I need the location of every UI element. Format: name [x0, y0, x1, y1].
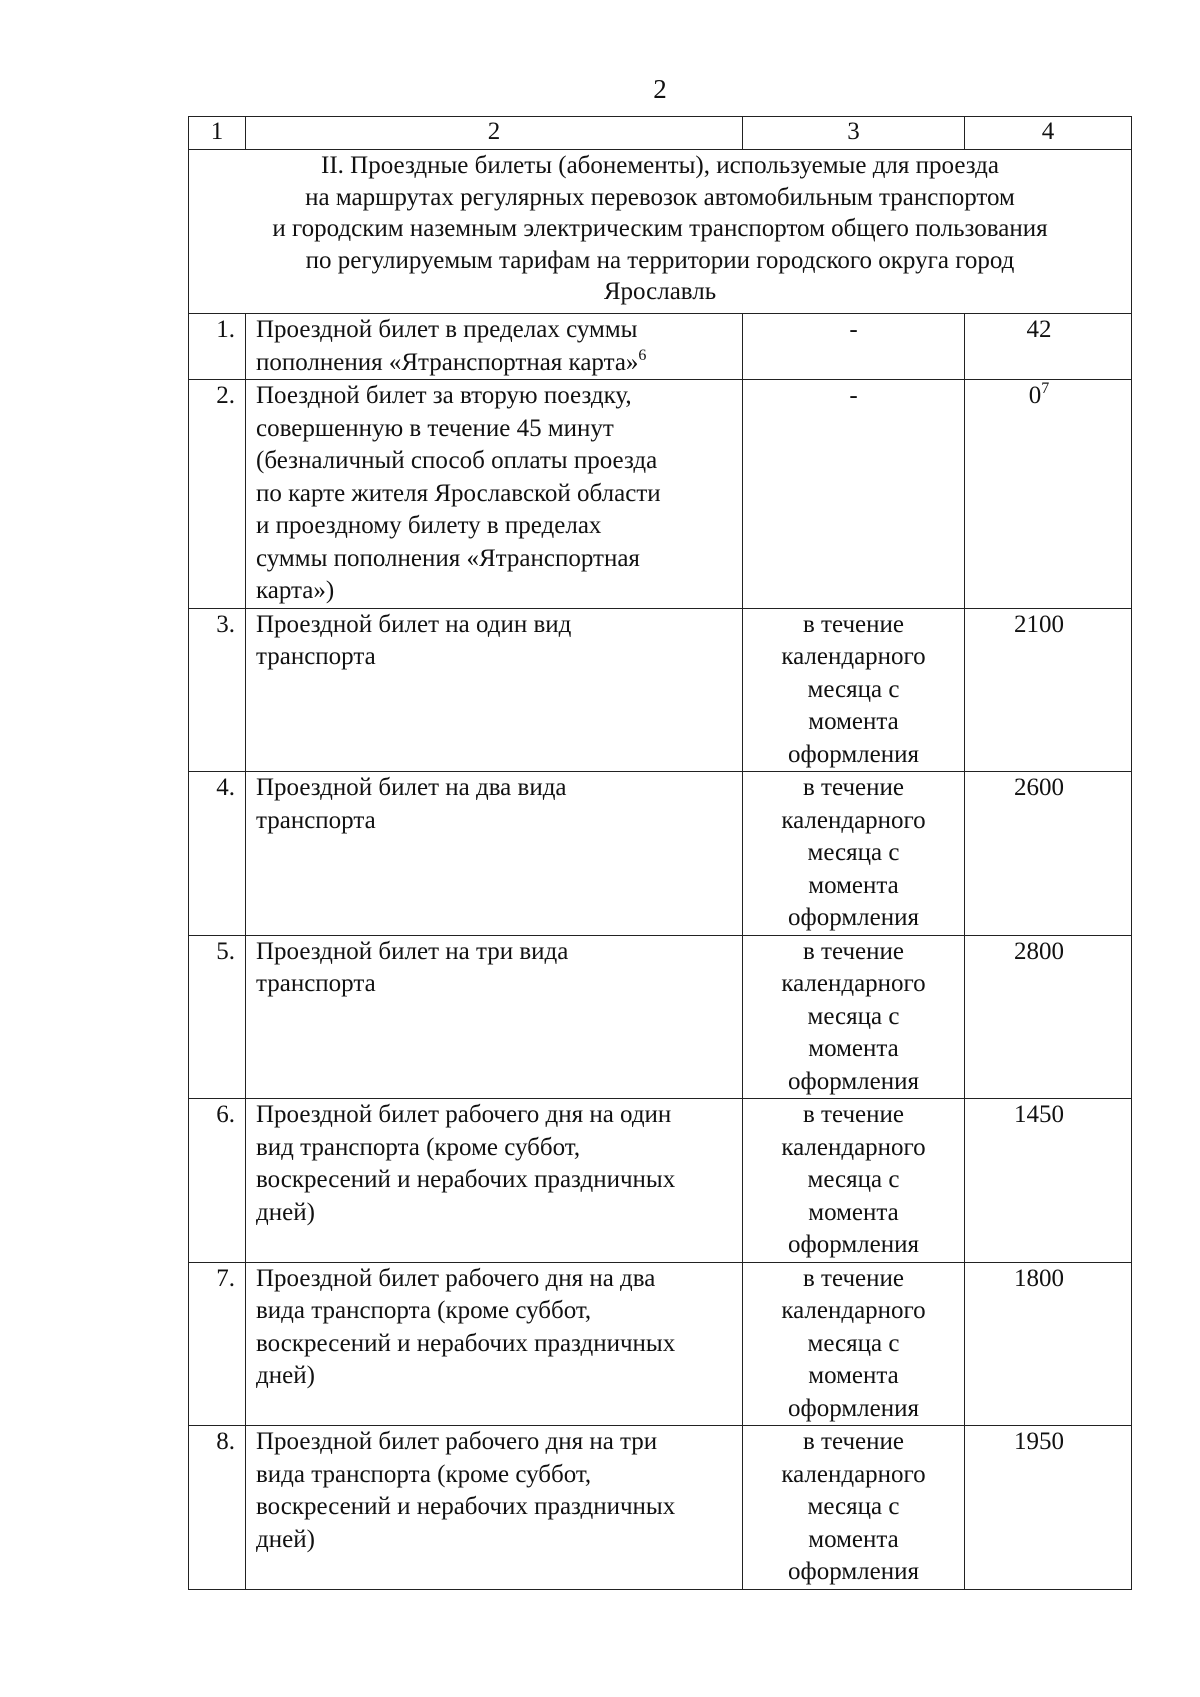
ticket-name-text: транспорта	[256, 643, 376, 670]
validity-period-line: календарного	[781, 1297, 926, 1324]
ticket-name-line	[256, 1328, 736, 1361]
validity-period-line: в течение	[803, 1264, 904, 1292]
validity-period-line: оформления	[788, 904, 919, 931]
tariff-table-body	[189, 117, 1132, 1590]
ticket-name-line	[256, 1132, 736, 1165]
ticket-name-text: Проездной билет на три вида	[256, 937, 569, 965]
validity-period-line: в течение	[803, 937, 904, 965]
ticket-name-line	[256, 413, 736, 446]
price	[965, 380, 1132, 609]
tariff-table	[188, 116, 1132, 1590]
row-number: 7.	[189, 1262, 246, 1426]
ticket-name-line	[256, 575, 736, 608]
section-heading-line: Ярославль	[603, 278, 717, 305]
validity-period-line: момента	[808, 1525, 899, 1553]
row-number: 8.	[189, 1426, 246, 1590]
row-number: 5.	[189, 935, 246, 1099]
price-value: 0	[1028, 382, 1042, 409]
validity-period-line: календарного	[781, 1460, 926, 1488]
ticket-name-line	[256, 1459, 736, 1492]
header-cell-col-3: 3	[743, 117, 965, 150]
validity-period-line: месяца с	[807, 1166, 900, 1193]
price-value: 2800	[1014, 937, 1064, 965]
validity-period-line: календарного	[781, 970, 926, 997]
validity-period-line: месяца с	[807, 675, 900, 703]
validity-period-line: месяца с	[807, 839, 900, 866]
header-cell-col-2: 2	[246, 117, 743, 150]
ticket-name-line	[256, 805, 736, 838]
row-number: 4.	[189, 772, 246, 936]
ticket-name-text: совершенную в течение 45 минут	[256, 414, 614, 442]
price-value: 1950	[1014, 1428, 1064, 1455]
ticket-name-line	[256, 1524, 736, 1557]
validity-period	[743, 314, 965, 380]
ticket-name-line	[256, 609, 736, 642]
validity-period-line: в течение	[803, 1101, 904, 1128]
ticket-name	[246, 380, 743, 609]
validity-period-line: в течение	[803, 1428, 904, 1455]
validity-period-line: момента	[808, 1362, 899, 1389]
validity-period-line: оформления	[788, 740, 919, 768]
validity-period	[743, 1099, 965, 1263]
ticket-name-text: вида транспорта (кроме суббот,	[256, 1460, 592, 1488]
table-row	[189, 1426, 1132, 1590]
ticket-name-text: Проездной билет рабочего дня на три	[256, 1428, 658, 1455]
price	[965, 935, 1132, 1099]
price	[965, 1426, 1132, 1590]
ticket-name-text: Проездной билет в пределах суммы	[256, 316, 638, 343]
ticket-name-text: Проездной билет рабочего дня на один	[256, 1101, 672, 1128]
ticket-name-line	[256, 1164, 736, 1197]
ticket-name-line	[256, 478, 736, 511]
price-value: 2100	[1014, 610, 1064, 638]
section-heading-line: II. Проездные билеты (абонементы), используемые для проезда	[321, 152, 999, 179]
validity-period-line: в течение	[803, 610, 904, 638]
validity-period	[743, 1426, 965, 1590]
footnote-ref: 6	[638, 346, 647, 364]
validity-period-line: оформления	[788, 1231, 919, 1258]
price	[965, 1262, 1132, 1426]
price-value: 2600	[1014, 774, 1064, 801]
row-number: 1.	[189, 314, 246, 380]
row-number: 6.	[189, 1099, 246, 1263]
ticket-name-text: транспорта	[256, 806, 376, 834]
ticket-name-line	[256, 1263, 736, 1296]
ticket-name-text: суммы пополнения «Ятранспортная	[256, 544, 640, 572]
table-row	[189, 1262, 1132, 1426]
ticket-name-text: воскресений и нерабочих праздничных	[256, 1166, 676, 1193]
validity-period-line: календарного	[781, 806, 926, 834]
ticket-name-line	[256, 936, 736, 969]
ticket-name-text: пополнения «Ятранспортная карта»	[256, 348, 639, 376]
ticket-name-text: и проездному билету в пределах	[256, 512, 602, 539]
validity-period	[743, 935, 965, 1099]
ticket-name	[246, 1099, 743, 1263]
price-value: 42	[1026, 316, 1052, 343]
table-row	[189, 608, 1132, 772]
validity-period	[743, 772, 965, 936]
validity-period	[743, 380, 965, 609]
ticket-name-line	[256, 1360, 736, 1393]
ticket-name-line	[256, 772, 736, 805]
section-heading-line: на маршрутах регулярных перевозок автомобильным транспортом	[305, 183, 1015, 211]
section-heading	[189, 150, 1132, 314]
header-cell-col-1: 1	[189, 117, 246, 150]
validity-period-line: оформления	[788, 1558, 919, 1585]
section-heading-line: по регулируемым тарифам на территории городского округа город	[305, 246, 1015, 274]
validity-period-line: оформления	[788, 1067, 919, 1095]
validity-period-line: календарного	[781, 1133, 926, 1161]
validity-period-line: месяца с	[807, 1002, 900, 1030]
price	[965, 1099, 1132, 1263]
ticket-name-line	[256, 1197, 736, 1230]
ticket-name-text: по карте жителя Ярославской области	[256, 479, 661, 507]
footnote-ref: 7	[1041, 380, 1050, 397]
ticket-name-line	[256, 510, 736, 543]
ticket-name-text: транспорта	[256, 970, 376, 997]
table-row	[189, 380, 1132, 609]
price	[965, 314, 1132, 380]
ticket-name-text: вид транспорта (кроме суббот,	[256, 1133, 581, 1161]
ticket-name-line	[256, 347, 736, 380]
validity-period	[743, 608, 965, 772]
ticket-name-line	[256, 968, 736, 1001]
ticket-name	[246, 1426, 743, 1590]
validity-period-line: оформления	[788, 1394, 919, 1422]
ticket-name	[246, 608, 743, 772]
ticket-name-text: дней)	[256, 1198, 315, 1226]
validity-period-line: календарного	[781, 643, 926, 670]
price	[965, 772, 1132, 936]
ticket-name-line	[256, 1426, 736, 1459]
row-number: 2.	[189, 380, 246, 609]
ticket-name	[246, 314, 743, 380]
validity-period-line: момента	[808, 1035, 899, 1062]
ticket-name-line	[256, 314, 736, 347]
ticket-name-text: дней)	[256, 1362, 315, 1389]
header-cell-col-4: 4	[965, 117, 1132, 150]
validity-period-line: -	[849, 316, 858, 343]
page-number: 2	[653, 74, 667, 104]
price-value: 1450	[1014, 1101, 1064, 1128]
price	[965, 608, 1132, 772]
ticket-name-line	[256, 445, 736, 478]
validity-period-line: месяца с	[807, 1493, 900, 1520]
header-row	[189, 117, 1132, 150]
ticket-name-line	[256, 641, 736, 674]
ticket-name-line	[256, 1295, 736, 1328]
ticket-name-line	[256, 380, 736, 413]
ticket-name-text: Проездной билет на два вида	[256, 774, 567, 801]
validity-period-line: момента	[808, 708, 899, 735]
row-number: 3.	[189, 608, 246, 772]
table-row	[189, 772, 1132, 936]
ticket-name-text: воскресений и нерабочих праздничных	[256, 1493, 676, 1520]
ticket-name-text: Проездной билет на один вид	[256, 610, 572, 638]
table-row	[189, 314, 1132, 380]
ticket-name-text: карта»)	[256, 577, 335, 604]
ticket-name-line	[256, 543, 736, 576]
ticket-name-text: дней)	[256, 1525, 315, 1553]
section-heading-line: и городским наземным электрическим транспортом общего пользования	[272, 215, 1048, 242]
validity-period-line: в течение	[803, 774, 904, 801]
table-row	[189, 935, 1132, 1099]
table-row	[189, 1099, 1132, 1263]
ticket-name-text: воскресений и нерабочих праздничных	[256, 1329, 676, 1357]
section-row	[189, 150, 1132, 314]
ticket-name-text: Поездной билет за вторую поездку,	[256, 382, 632, 409]
ticket-name-text: Проездной билет рабочего дня на два	[256, 1264, 656, 1292]
ticket-name	[246, 935, 743, 1099]
ticket-name	[246, 772, 743, 936]
ticket-name-line	[256, 1099, 736, 1132]
validity-period-line: момента	[808, 1198, 899, 1226]
ticket-name-line	[256, 1491, 736, 1524]
validity-period-line: -	[849, 382, 858, 409]
ticket-name-text: (безналичный способ оплаты проезда	[256, 447, 658, 474]
price-value: 1800	[1014, 1264, 1064, 1292]
ticket-name-text: вида транспорта (кроме суббот,	[256, 1297, 592, 1324]
validity-period-line: момента	[808, 871, 899, 899]
validity-period	[743, 1262, 965, 1426]
validity-period-line: месяца с	[807, 1329, 900, 1357]
ticket-name	[246, 1262, 743, 1426]
